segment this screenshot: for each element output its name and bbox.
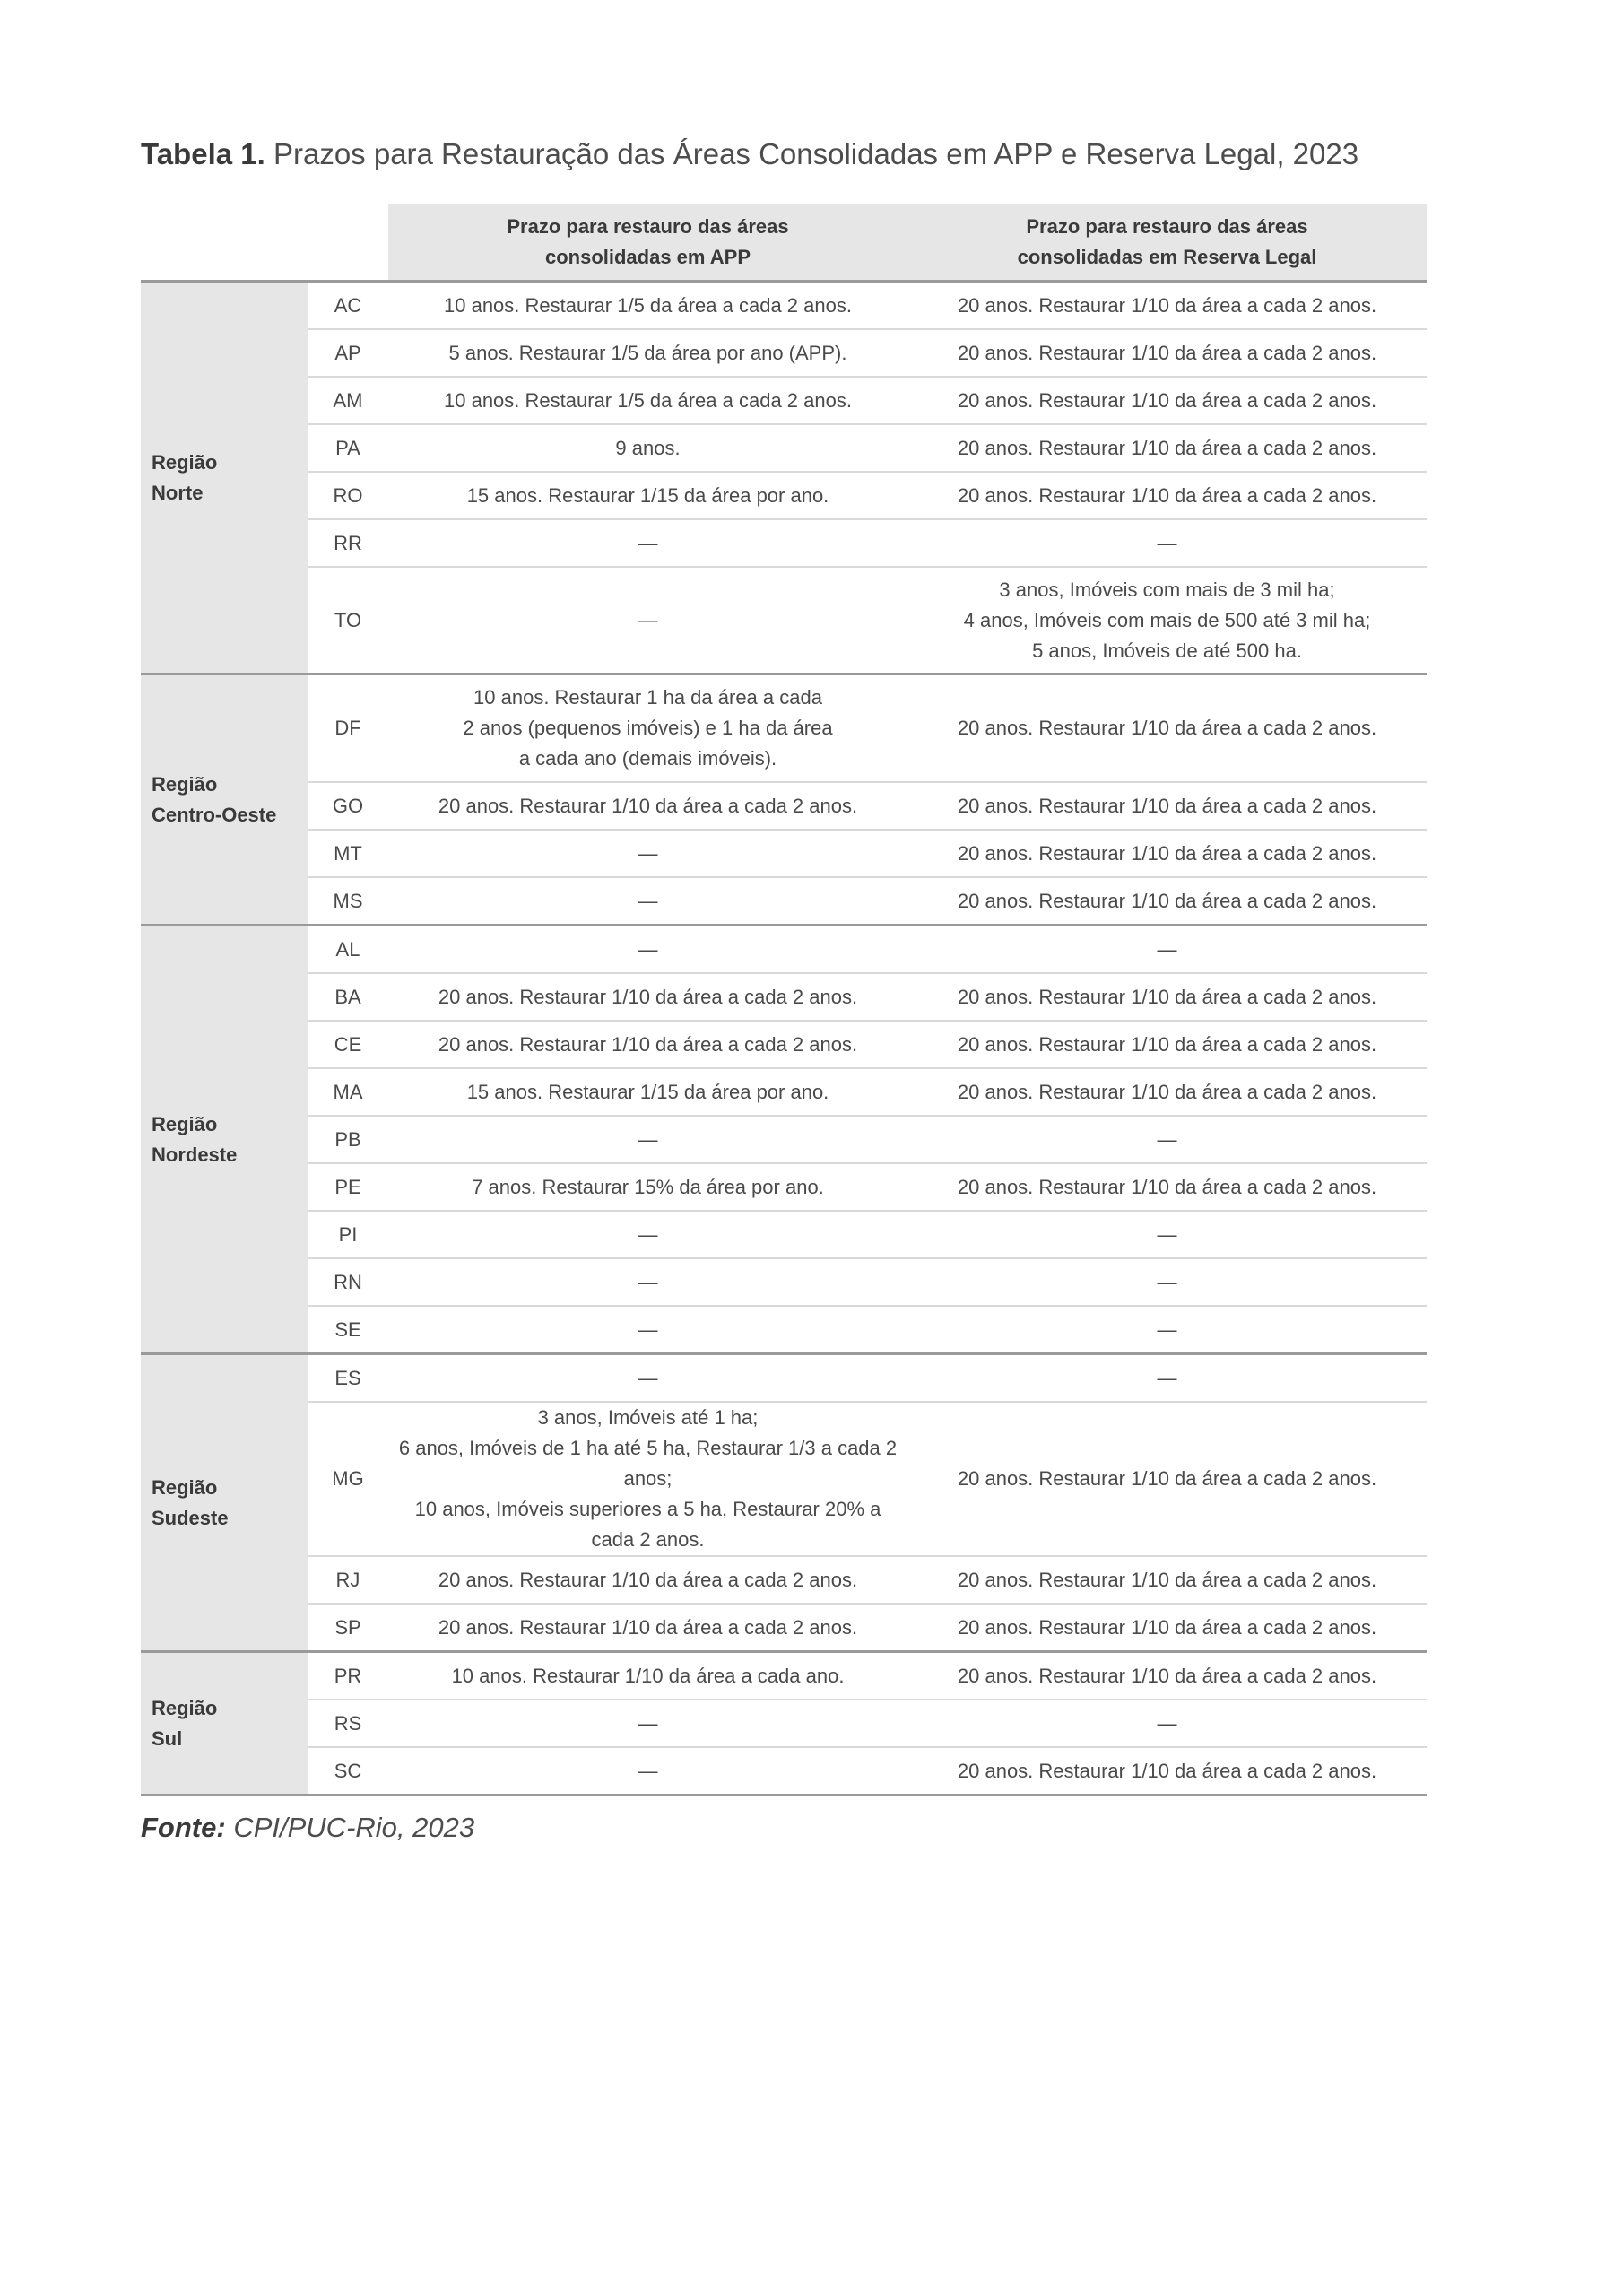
app-deadline-cell: 10 anos. Restaurar 1/10 da área a cada ano. bbox=[388, 1652, 907, 1700]
table-row bbox=[141, 329, 1427, 377]
state-code: SP bbox=[308, 1604, 388, 1652]
table-row bbox=[141, 282, 1427, 330]
table-row bbox=[141, 519, 1427, 567]
table-body bbox=[141, 282, 1427, 1796]
state-code: PI bbox=[308, 1211, 388, 1258]
reserva-legal-deadline-cell: 20 anos. Restaurar 1/10 da área a cada 2 anos. bbox=[907, 1604, 1427, 1652]
region-name: Região Sul bbox=[141, 1652, 308, 1796]
app-deadline-cell: 15 anos. Restaurar 1/15 da área por ano. bbox=[388, 1068, 907, 1116]
reserva-legal-deadline-cell: 20 anos. Restaurar 1/10 da área a cada 2 anos. bbox=[907, 377, 1427, 424]
reserva-legal-deadline-cell: 20 anos. Restaurar 1/10 da área a cada 2 anos. bbox=[907, 1556, 1427, 1604]
header-blank-cell bbox=[141, 204, 308, 282]
source-text: CPI/PUC-Rio, 2023 bbox=[233, 1812, 475, 1843]
state-code: PA bbox=[308, 424, 388, 472]
state-code: AP bbox=[308, 329, 388, 377]
table-row bbox=[141, 830, 1427, 877]
table-row bbox=[141, 1116, 1427, 1163]
table-row bbox=[141, 1258, 1427, 1306]
reserva-legal-deadline-cell: 20 anos. Restaurar 1/10 da área a cada 2 anos. bbox=[907, 674, 1427, 783]
reserva-legal-deadline-cell: 20 anos. Restaurar 1/10 da área a cada 2 anos. bbox=[907, 877, 1427, 926]
state-code: MG bbox=[308, 1402, 388, 1556]
reserva-legal-deadline-cell: 20 anos. Restaurar 1/10 da área a cada 2 anos. bbox=[907, 973, 1427, 1021]
state-code: MT bbox=[308, 830, 388, 877]
state-code: RR bbox=[308, 519, 388, 567]
app-deadline-cell: — bbox=[388, 1747, 907, 1796]
app-deadline-cell: — bbox=[388, 926, 907, 974]
table-row bbox=[141, 877, 1427, 926]
table-row bbox=[141, 1306, 1427, 1354]
app-deadline-cell: 20 anos. Restaurar 1/10 da área a cada 2 anos. bbox=[388, 1021, 907, 1068]
table-row bbox=[141, 1068, 1427, 1116]
app-deadline-cell: — bbox=[388, 1116, 907, 1163]
reserva-legal-deadline-cell: 20 anos. Restaurar 1/10 da área a cada 2 anos. bbox=[907, 1402, 1427, 1556]
table-row bbox=[141, 1652, 1427, 1700]
header-app: Prazo para restauro das áreas consolidadas em APP bbox=[388, 204, 907, 282]
table-row bbox=[141, 567, 1427, 674]
table-row bbox=[141, 1700, 1427, 1747]
table-row bbox=[141, 1211, 1427, 1258]
reserva-legal-deadline-cell: 20 anos. Restaurar 1/10 da área a cada 2 anos. bbox=[907, 282, 1427, 330]
reserva-legal-deadline-cell: 20 anos. Restaurar 1/10 da área a cada 2 anos. bbox=[907, 830, 1427, 877]
table-row bbox=[141, 1163, 1427, 1211]
restoration-deadlines-table bbox=[141, 204, 1427, 1796]
state-code: PB bbox=[308, 1116, 388, 1163]
state-code: TO bbox=[308, 567, 388, 674]
header-reserva-legal: Prazo para restauro das áreas consolidadas em Reserva Legal bbox=[907, 204, 1427, 282]
app-deadline-cell: 5 anos. Restaurar 1/5 da área por ano (APP). bbox=[388, 329, 907, 377]
state-code: RO bbox=[308, 472, 388, 519]
state-code: RN bbox=[308, 1258, 388, 1306]
source-label: Fonte: bbox=[141, 1812, 226, 1843]
app-deadline-cell: 20 anos. Restaurar 1/10 da área a cada 2 anos. bbox=[388, 1604, 907, 1652]
state-code: DF bbox=[308, 674, 388, 783]
table-title bbox=[141, 135, 1358, 174]
table-row bbox=[141, 377, 1427, 424]
state-code: RS bbox=[308, 1700, 388, 1747]
table-header-row bbox=[141, 204, 1427, 282]
reserva-legal-deadline-cell: 20 anos. Restaurar 1/10 da área a cada 2 anos. bbox=[907, 472, 1427, 519]
state-code: MS bbox=[308, 877, 388, 926]
reserva-legal-deadline-cell: 3 anos, Imóveis com mais de 3 mil ha; 4 anos, Imóveis com mais de 500 até 3 mil ha; 5 anos, Imóveis de até 500 ha. bbox=[907, 567, 1427, 674]
app-deadline-cell: — bbox=[388, 1354, 907, 1403]
app-deadline-cell: — bbox=[388, 1211, 907, 1258]
app-deadline-cell: 10 anos. Restaurar 1/5 da área a cada 2 anos. bbox=[388, 282, 907, 330]
reserva-legal-deadline-cell: — bbox=[907, 1258, 1427, 1306]
state-code: MA bbox=[308, 1068, 388, 1116]
app-deadline-cell: — bbox=[388, 877, 907, 926]
state-code: SE bbox=[308, 1306, 388, 1354]
reserva-legal-deadline-cell: — bbox=[907, 926, 1427, 974]
table-row bbox=[141, 1747, 1427, 1796]
state-code: AC bbox=[308, 282, 388, 330]
region-name: Região Norte bbox=[141, 282, 308, 674]
app-deadline-cell: 9 anos. bbox=[388, 424, 907, 472]
region-name: Região Nordeste bbox=[141, 926, 308, 1354]
state-code: ES bbox=[308, 1354, 388, 1403]
app-deadline-cell: 15 anos. Restaurar 1/15 da área por ano. bbox=[388, 472, 907, 519]
state-code: SC bbox=[308, 1747, 388, 1796]
app-deadline-cell: — bbox=[388, 1258, 907, 1306]
app-deadline-cell: 20 anos. Restaurar 1/10 da área a cada 2 anos. bbox=[388, 782, 907, 830]
state-code: GO bbox=[308, 782, 388, 830]
table-title-label: Tabela 1. bbox=[141, 137, 265, 170]
app-deadline-cell: — bbox=[388, 830, 907, 877]
app-deadline-cell: 3 anos, Imóveis até 1 ha; 6 anos, Imóveis de 1 ha até 5 ha, Restaurar 1/3 a cada 2 anos; 10 anos, Imóveis superiores a 5 ha, Restaurar 20% a cada 2 anos. bbox=[388, 1402, 907, 1556]
table-row bbox=[141, 1354, 1427, 1403]
reserva-legal-deadline-cell: 20 anos. Restaurar 1/10 da área a cada 2 anos. bbox=[907, 1021, 1427, 1068]
reserva-legal-deadline-cell: 20 anos. Restaurar 1/10 da área a cada 2 anos. bbox=[907, 1068, 1427, 1116]
app-deadline-cell: 20 anos. Restaurar 1/10 da área a cada 2 anos. bbox=[388, 1556, 907, 1604]
state-code: PE bbox=[308, 1163, 388, 1211]
app-deadline-cell: — bbox=[388, 1306, 907, 1354]
table-row bbox=[141, 782, 1427, 830]
table-row bbox=[141, 1021, 1427, 1068]
reserva-legal-deadline-cell: — bbox=[907, 519, 1427, 567]
state-code: AM bbox=[308, 377, 388, 424]
state-code: RJ bbox=[308, 1556, 388, 1604]
reserva-legal-deadline-cell: — bbox=[907, 1306, 1427, 1354]
table-title-text: Prazos para Restauração das Áreas Consolidadas em APP e Reserva Legal, 2023 bbox=[273, 137, 1359, 170]
state-code: BA bbox=[308, 973, 388, 1021]
region-name: Região Centro-Oeste bbox=[141, 674, 308, 926]
table-row bbox=[141, 674, 1427, 783]
reserva-legal-deadline-cell: — bbox=[907, 1354, 1427, 1403]
reserva-legal-deadline-cell: — bbox=[907, 1116, 1427, 1163]
reserva-legal-deadline-cell: — bbox=[907, 1211, 1427, 1258]
region-name: Região Sudeste bbox=[141, 1354, 308, 1652]
table-row bbox=[141, 1402, 1427, 1556]
table-row bbox=[141, 926, 1427, 974]
reserva-legal-deadline-cell: 20 anos. Restaurar 1/10 da área a cada 2 anos. bbox=[907, 1747, 1427, 1796]
state-code: CE bbox=[308, 1021, 388, 1068]
reserva-legal-deadline-cell: — bbox=[907, 1700, 1427, 1747]
reserva-legal-deadline-cell: 20 anos. Restaurar 1/10 da área a cada 2 anos. bbox=[907, 1652, 1427, 1700]
app-deadline-cell: — bbox=[388, 567, 907, 674]
app-deadline-cell: 10 anos. Restaurar 1/5 da área a cada 2 anos. bbox=[388, 377, 907, 424]
table-row bbox=[141, 472, 1427, 519]
app-deadline-cell: — bbox=[388, 1700, 907, 1747]
table-row bbox=[141, 1556, 1427, 1604]
app-deadline-cell: 10 anos. Restaurar 1 ha da área a cada 2 anos (pequenos imóveis) e 1 ha da área a cada ano (demais imóveis). bbox=[388, 674, 907, 783]
app-deadline-cell: — bbox=[388, 519, 907, 567]
source-note bbox=[141, 1812, 474, 1844]
state-code: AL bbox=[308, 926, 388, 974]
reserva-legal-deadline-cell: 20 anos. Restaurar 1/10 da área a cada 2 anos. bbox=[907, 782, 1427, 830]
state-code: PR bbox=[308, 1652, 388, 1700]
reserva-legal-deadline-cell: 20 anos. Restaurar 1/10 da área a cada 2 anos. bbox=[907, 424, 1427, 472]
app-deadline-cell: 20 anos. Restaurar 1/10 da área a cada 2 anos. bbox=[388, 973, 907, 1021]
table-row bbox=[141, 424, 1427, 472]
reserva-legal-deadline-cell: 20 anos. Restaurar 1/10 da área a cada 2 anos. bbox=[907, 329, 1427, 377]
header-blank-cell bbox=[308, 204, 388, 282]
table-row bbox=[141, 973, 1427, 1021]
reserva-legal-deadline-cell: 20 anos. Restaurar 1/10 da área a cada 2 anos. bbox=[907, 1163, 1427, 1211]
table-row bbox=[141, 1604, 1427, 1652]
app-deadline-cell: 7 anos. Restaurar 15% da área por ano. bbox=[388, 1163, 907, 1211]
